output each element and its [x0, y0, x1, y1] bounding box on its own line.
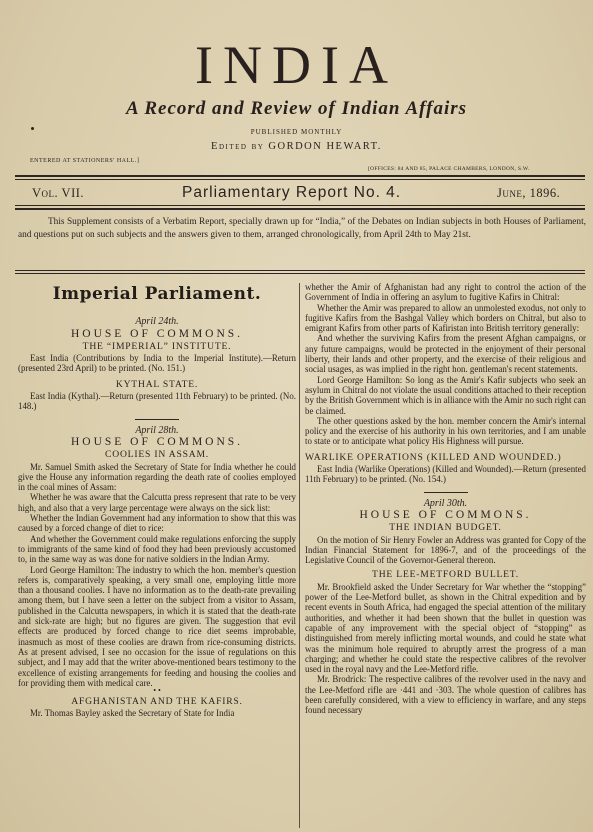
article-paragraph: The other questions asked by the hon. member concern the Amir's internal policy and the exercise of his authority in his own territories, and I am unable to state or to anticipate what policy His Highness will pursue. — [305, 415, 586, 447]
rule-top-thick — [15, 175, 585, 177]
section-separator — [424, 492, 468, 493]
ink-dots: • • — [153, 686, 161, 696]
house-heading: HOUSE OF COMMONS. — [70, 435, 244, 448]
editor-line: Edited by GORDON HEWART. — [211, 141, 382, 152]
house-heading: HOUSE OF COMMONS. — [70, 327, 244, 340]
rule-mid-thin — [15, 205, 585, 206]
article-paragraph: Whether he was aware that the Calcutta press represent that rate to be very high, and also that a very large percentage were always on the sick list: — [18, 492, 296, 513]
entered-stationers-hall: ENTERED AT STATIONERS' HALL.] — [30, 158, 140, 164]
rule-intro-thin — [15, 270, 585, 271]
section-separator — [135, 419, 179, 420]
right-column — [305, 282, 586, 716]
article-paragraph: Whether the Indian Government had any information to show that this was caused by a forced change of diet to rice: — [18, 513, 296, 534]
masthead-subtitle: A Record and Review of Indian Affairs — [125, 98, 468, 119]
article-paragraph: East India (Kythal).—Return (presented 11th February) to be printed. (No. 148.) — [18, 391, 296, 412]
article-paragraph: Mr. Brodrick: The respective calibres of the revolver used in the navy and the Lee-Metford rifle are ·441 and ·303. The whole question of calibres has been carefully considered, with a view to efficiency in warfare, and any steps found necessary — [305, 674, 586, 716]
article-paragraph: Whether the Amir was prepared to allow an unmolested exodus, not only to fugitive Kafirs from the Bashgal Valley which borders on Chitral, but also to emigrant Kafirs from other parts of Kafiristan into British territory generally: — [305, 302, 586, 334]
article-paragraph: On the motion of Sir Henry Fowler an Address was granted for Copy of the Indian Financial Statement for 1896-7, and of the proceedings of the Legislative Council of the Governor-General thereon. — [305, 534, 586, 566]
article-heading: COOLIES IN ASSAM. — [105, 449, 209, 461]
article-paragraph: East India (Warlike Operations) (Killed and Wounded).—Return (presented 11th February) to be printed. (No. 154.) — [305, 464, 586, 485]
article-heading: THE INDIAN BUDGET. — [389, 522, 502, 534]
rule-top-thin — [15, 179, 585, 180]
section-date: April 30th. — [423, 497, 468, 509]
article-paragraph: Mr. Samuel Smith asked the Secretary of State for India whether he could give the House any information regarding the death rate of coolies employed in the coal mines of Assam: — [18, 461, 296, 493]
column-divider — [299, 283, 300, 828]
article-heading: AFGHANISTAN AND THE KAFIRS. — [71, 696, 243, 708]
article-paragraph: East India (Contributions by India to the Imperial Institute).—Return (presented 23rd April) to be printed. (No. 151.) — [18, 353, 296, 374]
article-heading: KYTHAL STATE. — [115, 378, 199, 390]
section-date: April 24th. — [135, 316, 179, 328]
published-monthly: PUBLISHED MONTHLY — [250, 128, 343, 136]
volume-number: Vol. VII. — [32, 186, 85, 200]
article-paragraph: And whether the Government could make regulations enforcing the supply to immigrants of the same kind of food they had been previously accustomed to, in the same way as was done for native soldiers in the Indian Army. — [18, 533, 296, 565]
imperial-parliament-heading: Imperial Parliament. — [52, 284, 262, 304]
intro-paragraph: This Supplement consists of a Verbatim Report, specially drawn up for “India,” of the Debates on Indian subjects in both Houses of Parliament, and questions put on such subjects and the answers given to them, arranged chronologically, from April 24th to May 21st. — [18, 217, 586, 240]
article-heading: WARLIKE OPERATIONS (KILLED AND WOUNDED.) — [305, 451, 562, 463]
article-heading: THE LEE-METFORD BULLET. — [372, 569, 519, 581]
article-paragraph: Lord George Hamilton: So long as the Amir's Kafir subjects who seek an asylum in Chitral do not violate the usual conditions attached to their reception by the British Government which is in alliance with the Amir no such right can be claimed. — [305, 374, 586, 416]
article-heading: THE “IMPERIAL” INSTITUTE. — [82, 340, 232, 352]
article-paragraph: Mr. Brookfield asked the Under Secretary for War whether the “stopping” power of the Lee-Metford bullet, as shown in the Chitral expedition and by recent events in South Africa, had engaged the special attention of the military authorities, and whether it had been shown that the bullet in question was capable of any improvement with the special object of “stopping” as distinguished from merely inflicting mortal wounds, and could he state what was the minimum hole required to abruptly arrest the progress of a man charging; and whether he could state the respective calibres of the revolver used in the royal navy and the Lee-Metford rifle. — [305, 581, 586, 675]
rule-intro-thin-2 — [15, 273, 585, 274]
article-paragraph: whether the Amir of Afghanistan had any right to control the action of the Government of India in offering an asylum to fugitive Kafirs in Chitral: — [305, 282, 586, 303]
article-paragraph: Mr. Thomas Bayley asked the Secretary of State for India — [30, 708, 235, 719]
report-title: Parliamentary Report No. 4. — [182, 184, 402, 201]
article-paragraph: Lord George Hamilton: The industry to which the hon. member's question refers is, comparatively speaking, a very small one, employing little more than a thousand coolies. I have no information as to the death-rate prevailing among them, but I have seen a letter on the subject from a visitor to Assam, published in the Calcutta newspapers, in which it is stated that the death-rate and sick-rate are high; but no figures are given. The suggestion that evil effects are produced by forced change to rice diet seems improbable, inasmuch as most of these coolies are drawn from rice-consuming districts. As at present advised, I see no occasion for the issue of regulations on this subject, and I may add that the writer above-mentioned bears testimony to the excellence of existing arrangements for feeding and housing the coolies and for providing them with medical care. — [18, 564, 296, 688]
left-column — [18, 286, 296, 719]
article-paragraph: And whether the surviving Kafirs from the present Afghan campaigns, or any future campaigns, would be protected in the enjoyment of their personal liberty, their lands and other property, and the exercise of their religious and social usages, as was implied in the right hon. gentleman's recent statements. — [305, 333, 586, 375]
issue-date: June, 1896. — [497, 186, 561, 200]
masthead-title: INDIA — [195, 35, 398, 95]
rule-mid-thick — [15, 208, 585, 210]
section-date: April 28th. — [135, 424, 179, 436]
house-heading: HOUSE OF COMMONS. — [359, 508, 532, 521]
offices-address: [OFFICES: 84 AND 85, PALACE CHAMBERS, LONDON, S.W. — [368, 166, 530, 172]
